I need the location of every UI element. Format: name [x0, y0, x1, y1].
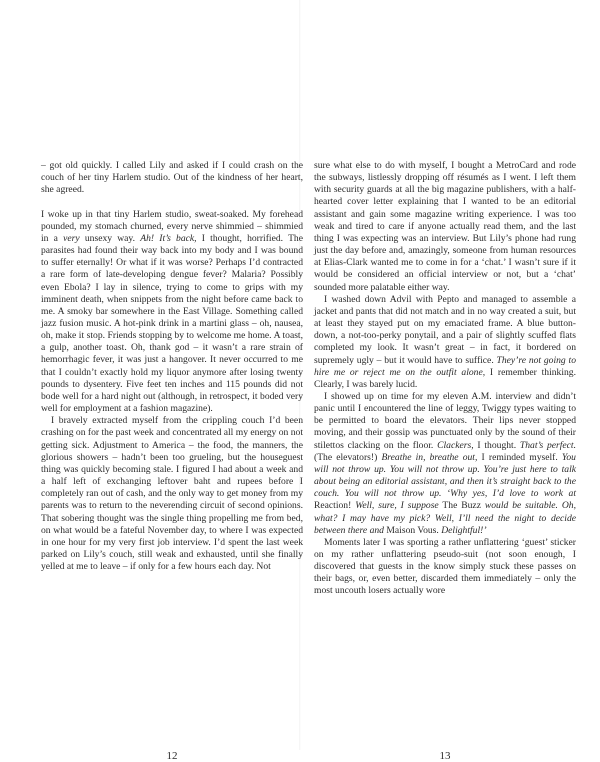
text-run: Maison Vous. [383, 524, 442, 536]
italic-run: would be suitable. Oh, what? I may have my pick? Well, I’ll need the night to decide between there and [314, 500, 576, 536]
left-page-text [41, 160, 303, 573]
text-run: I thought, horrified. The parasites had found their way back into my body and I was bound to suffer eternally! Or what if it was worse? Perhaps I’d contracted a rare form of late-developing dengue fever? Malaria? Possibly even Ebola? I lay in silence, trying to come to grips with my imminent death, when snippets from the night before came back to me. A smoky bar somewhere in the East Village. Something called jazz fusion music. A hot-pink drink in a martini glass – oh, nausea, oh, make it stop. Friends stopping by to welcome me home. A toast, a gulp, another toast. Oh, thank god – it wasn’t a rare strain of hemorrhagic fever, it was just a hangover. It never occurred to me that I couldn’t exactly hold my liquor anymore after losing twenty pounds to dysentery. Five feet ten inches and 115 pounds did not bode well for a hard night out (although, in retrospect, it boded very well for employment at a fashion magazine). [41, 232, 303, 415]
paragraph [314, 294, 576, 391]
italic-run: That’s perfect. [519, 439, 576, 451]
text-run: I reminded myself. [477, 451, 562, 463]
italic-run: Well, sure, I suppose [355, 500, 439, 512]
text-run: I remember thinking. Clearly, I was barely lucid. [314, 366, 576, 390]
italic-run: You will not throw up. You will not throw up. You’re just here to talk about being an editorial assistant, and then it’s straight back to the couch. You will not throw up. ‘Why yes, I’d love to work at [314, 451, 576, 500]
italic-run: Ah! It’s back, [140, 232, 197, 244]
paragraph [41, 209, 303, 416]
italic-run: very [63, 232, 80, 244]
italic-run: Breathe in, breathe out, [381, 451, 478, 463]
paragraph: – got old quickly. I called Lily and asked if I could crash on the couch of her tiny Harlem studio. Out of the kindness of her heart, she agreed. [41, 160, 303, 196]
text-run: unsexy way. [79, 232, 141, 244]
italic-run: Delightful!’ [441, 524, 487, 536]
right-page-text [314, 160, 576, 598]
text-run: The Buzz [438, 500, 485, 512]
left-page [41, 160, 303, 762]
text-run: Reaction! [314, 500, 356, 512]
italic-run: They’re not going to hire me or reject me on the outfit alone, [314, 354, 576, 378]
text-run: I thought. [473, 439, 520, 451]
paragraph: sure what else to do with myself, I bought a MetroCard and rode the subways, listlessly dropping off résumés as I went. I left them with security guards at all the big magazine publishers, with a half-hearted cover letter explaining that I wanted to be an editorial assistant and gain some magazine writing experience. I was too weak and tired to care if anyone actually read them, and the last thing I was expecting was an interview. But Lily’s phone had rung just the day before and, amazingly, someone from human resources at Elias-Clark wanted me to come in for a ‘chat.’ I wasn’t sure if it would be considered an official interview or not, but a ‘chat’ sounded more palatable either way. [314, 160, 576, 293]
page-number: 13 [439, 750, 451, 762]
text-run: I woke up in that tiny Harlem studio, sweat-soaked. My forehead pounded, my stomach churned, every nerve shimmied – shimmied in a [41, 208, 303, 244]
text-run: I washed down Advil with Pepto and managed to assemble a jacket and pants that did not match and in no way created a suit, but at least they stayed put on my emaciated frame. A blue button-down, a not-too-perky ponytail, and a pair of slightly scuffed flats completed my look. It wasn’t great – in fact, it bordered on supremely ugly – but it would have to suffice. [314, 293, 576, 366]
paragraph: Moments later I was sporting a rather unflattering ‘guest’ sticker on my rather unflattering pseudo-suit (not soon enough, I discovered that guests in the know simply stuck these passes on their bags, or, even better, discarded them immediately – only the most uncouth losers actually wore [314, 536, 576, 597]
text-run: I showed up on time for my eleven A.M. interview and didn’t panic until I encountered the line of leggy, Twiggy types waiting to be permitted to board the elevators. Their lips never stopped moving, and their gossip was punctuated only by the sound of their stilettos clacking on the floor. [314, 390, 576, 451]
italic-run: Clackers, [437, 439, 474, 451]
text-run: (The elevators!) [314, 451, 382, 463]
paragraph [314, 391, 576, 537]
right-page [314, 160, 576, 762]
paragraph: I bravely extracted myself from the crippling couch I’d been crashing on for the past week and concentrated all my energy on not getting sick. Adjustment to America – the food, the manners, the glorious showers – hadn’t been too grueling, but the houseguest thing was quickly becoming stale. I figured I had about a week and a half left of exchanging leftover baht and rupees before I completely ran out of cash, and the only way to get money from my parents was to return to the neverending circuit of second opinions. That sobering thought was the single thing propelling me from bed, on what would be a fateful November day, to where I was expected in one hour for my very first job interview. I’d spent the last week parked on Lily’s couch, still weak and exhausted, until she finally yelled at me to leave – if only for a few hours each day. Not [41, 415, 303, 573]
page-number: 12 [166, 750, 178, 762]
